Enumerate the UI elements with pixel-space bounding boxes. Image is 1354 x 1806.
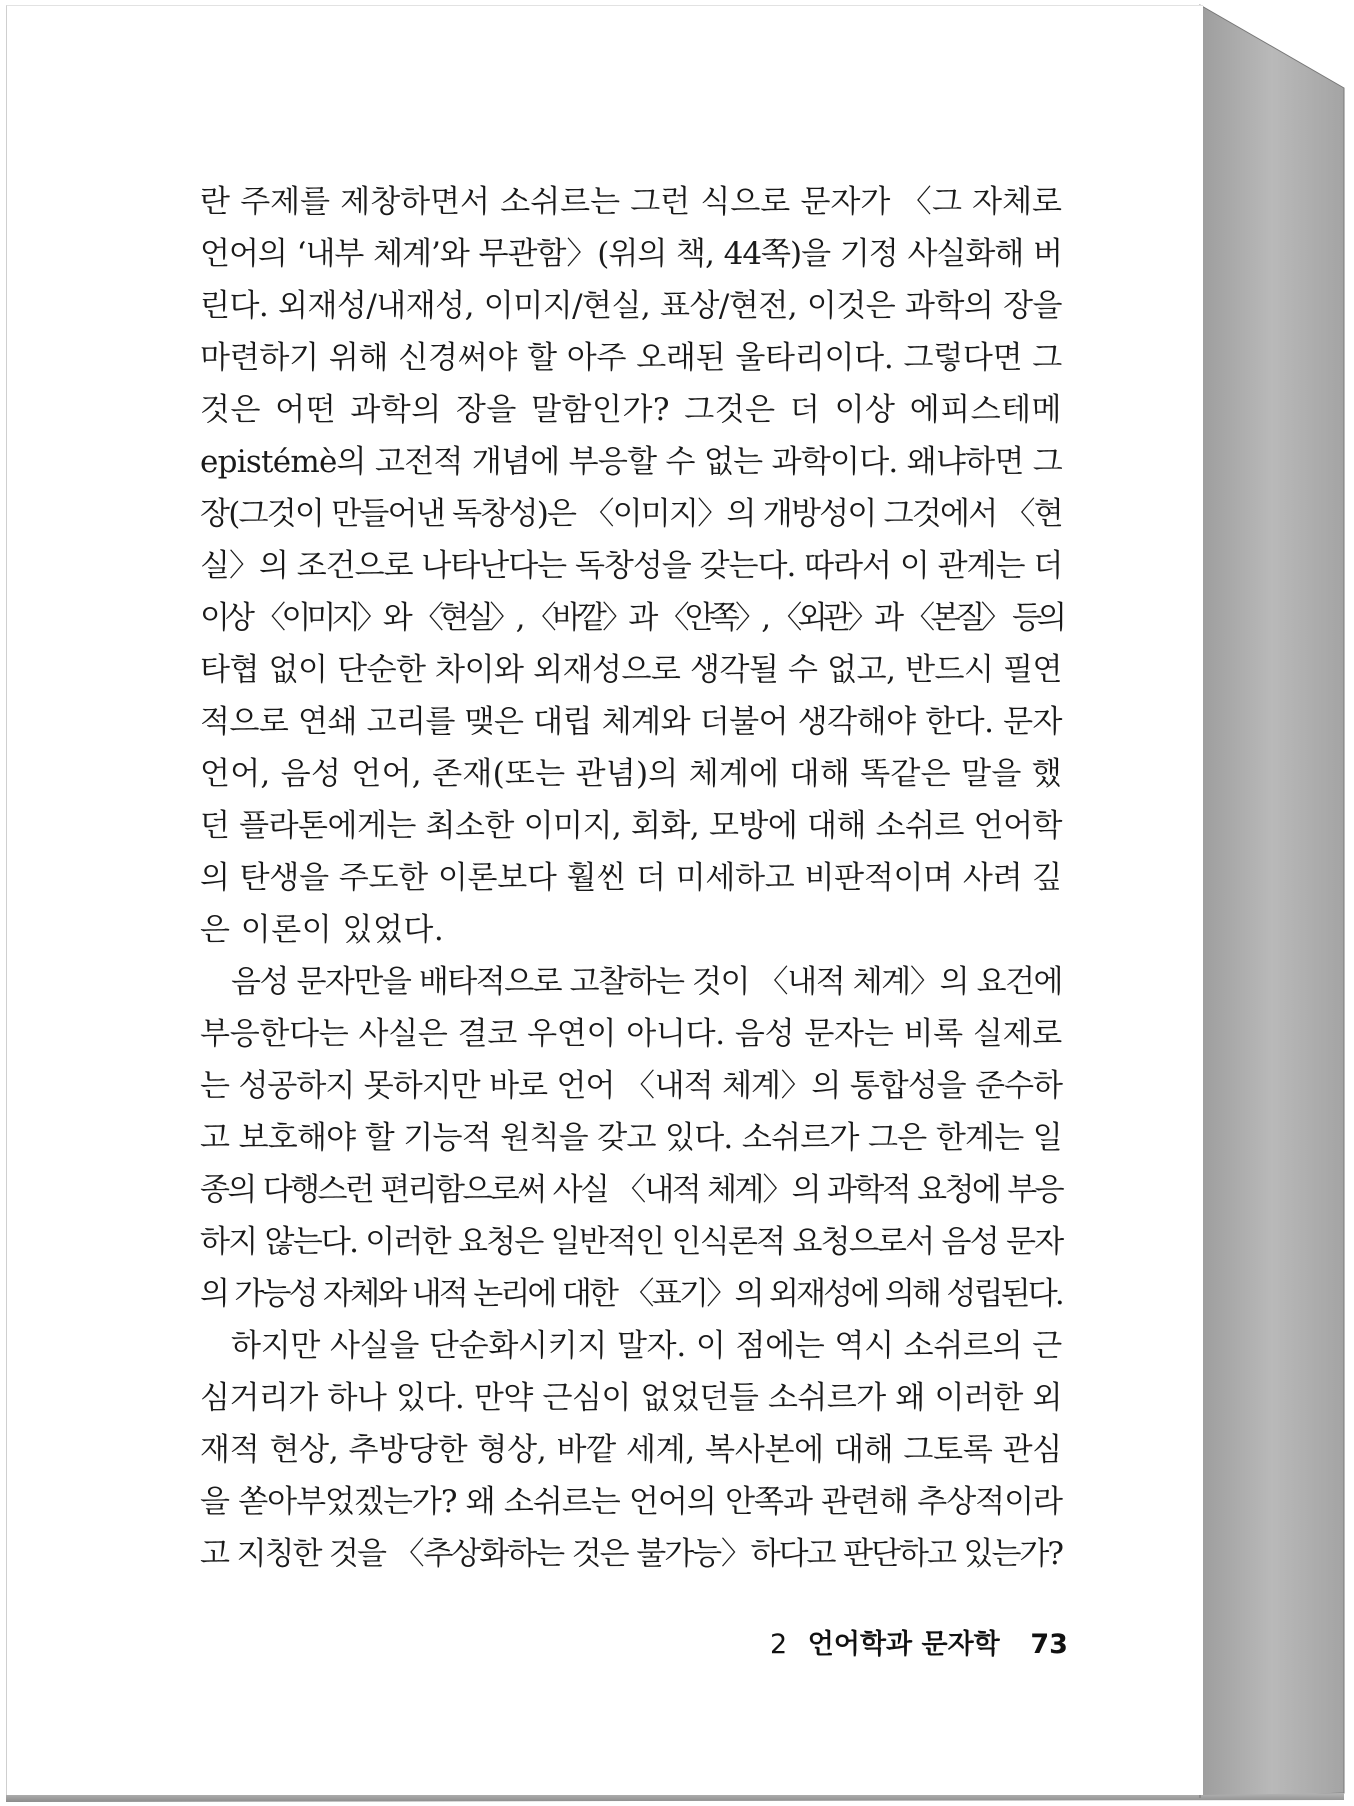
text-line: 하지만 사실을 단순화시키지 말자. 이 점에는 역시 소쉬르의 근 xyxy=(231,1328,1062,1364)
body-text xyxy=(200,176,1062,1580)
text-line: 던 플라톤에게는 최소한 이미지, 회화, 모방에 대해 소쉬르 언어학 xyxy=(200,808,1062,844)
text-line: 의 탄생을 주도한 이론보다 훨씬 더 미세하고 비판적이며 사려 깊 xyxy=(200,860,1062,896)
running-footer xyxy=(770,1622,1068,1661)
text-line: 부응한다는 사실은 결코 우연이 아니다. 음성 문자는 비록 실제로 xyxy=(200,1016,1062,1052)
text-line: 종의 다행스런 편리함으로써 사실 〈내적 체계〉의 과학적 요청에 부응 xyxy=(200,1172,1062,1208)
text-line-with-term: epistémè의 고전적 개념에 부응할 수 없는 과학이다. 왜냐하면 그 xyxy=(200,444,1062,480)
paragraph-3 xyxy=(200,1320,1062,1580)
text-line: 하지 않는다. 이러한 요청은 일반적인 인식론적 요청으로서 음성 문자 xyxy=(200,1224,1063,1260)
text-line: 고 지칭한 것을 〈추상화하는 것은 불가능〉하다고 판단하고 있는가? xyxy=(200,1536,1062,1572)
text-line: 마련하기 위해 신경써야 할 아주 오래된 울타리이다. 그렇다면 그 xyxy=(200,340,1062,376)
paragraph-2 xyxy=(200,956,1062,1320)
text-line: 장(그것이 만들어낸 독창성)은 〈이미지〉의 개방성이 그것에서 〈현 xyxy=(200,496,1062,532)
text-line: 타협 없이 단순한 차이와 외재성으로 생각될 수 없고, 반드시 필연 xyxy=(200,652,1062,688)
chapter-title: 언어학과 문자학 xyxy=(807,1629,1000,1660)
text-line: 고 보호해야 할 기능적 원칙을 갖고 있다. 소쉬르가 그은 한계는 일 xyxy=(200,1120,1062,1156)
text-line: 의 가능성 자체와 내적 논리에 대한 〈표기〉의 외재성에 의해 성립된다. xyxy=(200,1276,1062,1312)
text-line: 이상 〈이미지〉와 〈현실〉, 〈바깥〉과 〈안쪽〉, 〈외관〉과 〈본질〉 등의 xyxy=(200,600,1062,636)
page-number: 73 xyxy=(1030,1629,1068,1660)
text-line: 적으로 연쇄 고리를 맺은 대립 체계와 더불어 생각해야 한다. 문자 xyxy=(200,704,1062,740)
paragraph-1 xyxy=(200,176,1062,956)
text-line: 언어의 ‘내부 체계’와 무관함〉(위의 책, 44쪽)을 기정 사실화해 버 xyxy=(200,236,1062,272)
text-line: 것은 어떤 과학의 장을 말함인가? 그것은 더 이상 에피스테메 xyxy=(200,392,1062,428)
text-line: 심거리가 하나 있다. 만약 근심이 없었던들 소쉬르가 왜 이러한 외 xyxy=(200,1380,1062,1416)
text-line: 실〉의 조건으로 나타난다는 독창성을 갖는다. 따라서 이 관계는 더 xyxy=(200,548,1063,584)
text-line: 은 이론이 있었다. xyxy=(200,912,445,948)
text-line: 음성 문자만을 배타적으로 고찰하는 것이 〈내적 체계〉의 요건에 xyxy=(231,964,1062,1000)
text-line: 을 쏟아부었겠는가? 왜 소쉬르는 언어의 안쪽과 관련해 추상적이라 xyxy=(200,1484,1062,1520)
chapter-number: 2 xyxy=(770,1629,788,1660)
text-line: 란 주제를 제창하면서 소쉬르는 그런 식으로 문자가 〈그 자체로 xyxy=(200,184,1062,220)
text-line: 재적 현상, 추방당한 형상, 바깥 세계, 복사본에 대해 그토록 관심 xyxy=(200,1432,1062,1468)
text-line: 언어, 음성 언어, 존재(또는 관념)의 체계에 대해 똑같은 말을 했 xyxy=(200,756,1062,792)
text-line: 는 성공하지 못하지만 바로 언어 〈내적 체계〉의 통합성을 준수하 xyxy=(200,1068,1062,1104)
text-line: 린다. 외재성/내재성, 이미지/현실, 표상/현전, 이것은 과학의 장을 xyxy=(200,288,1062,324)
